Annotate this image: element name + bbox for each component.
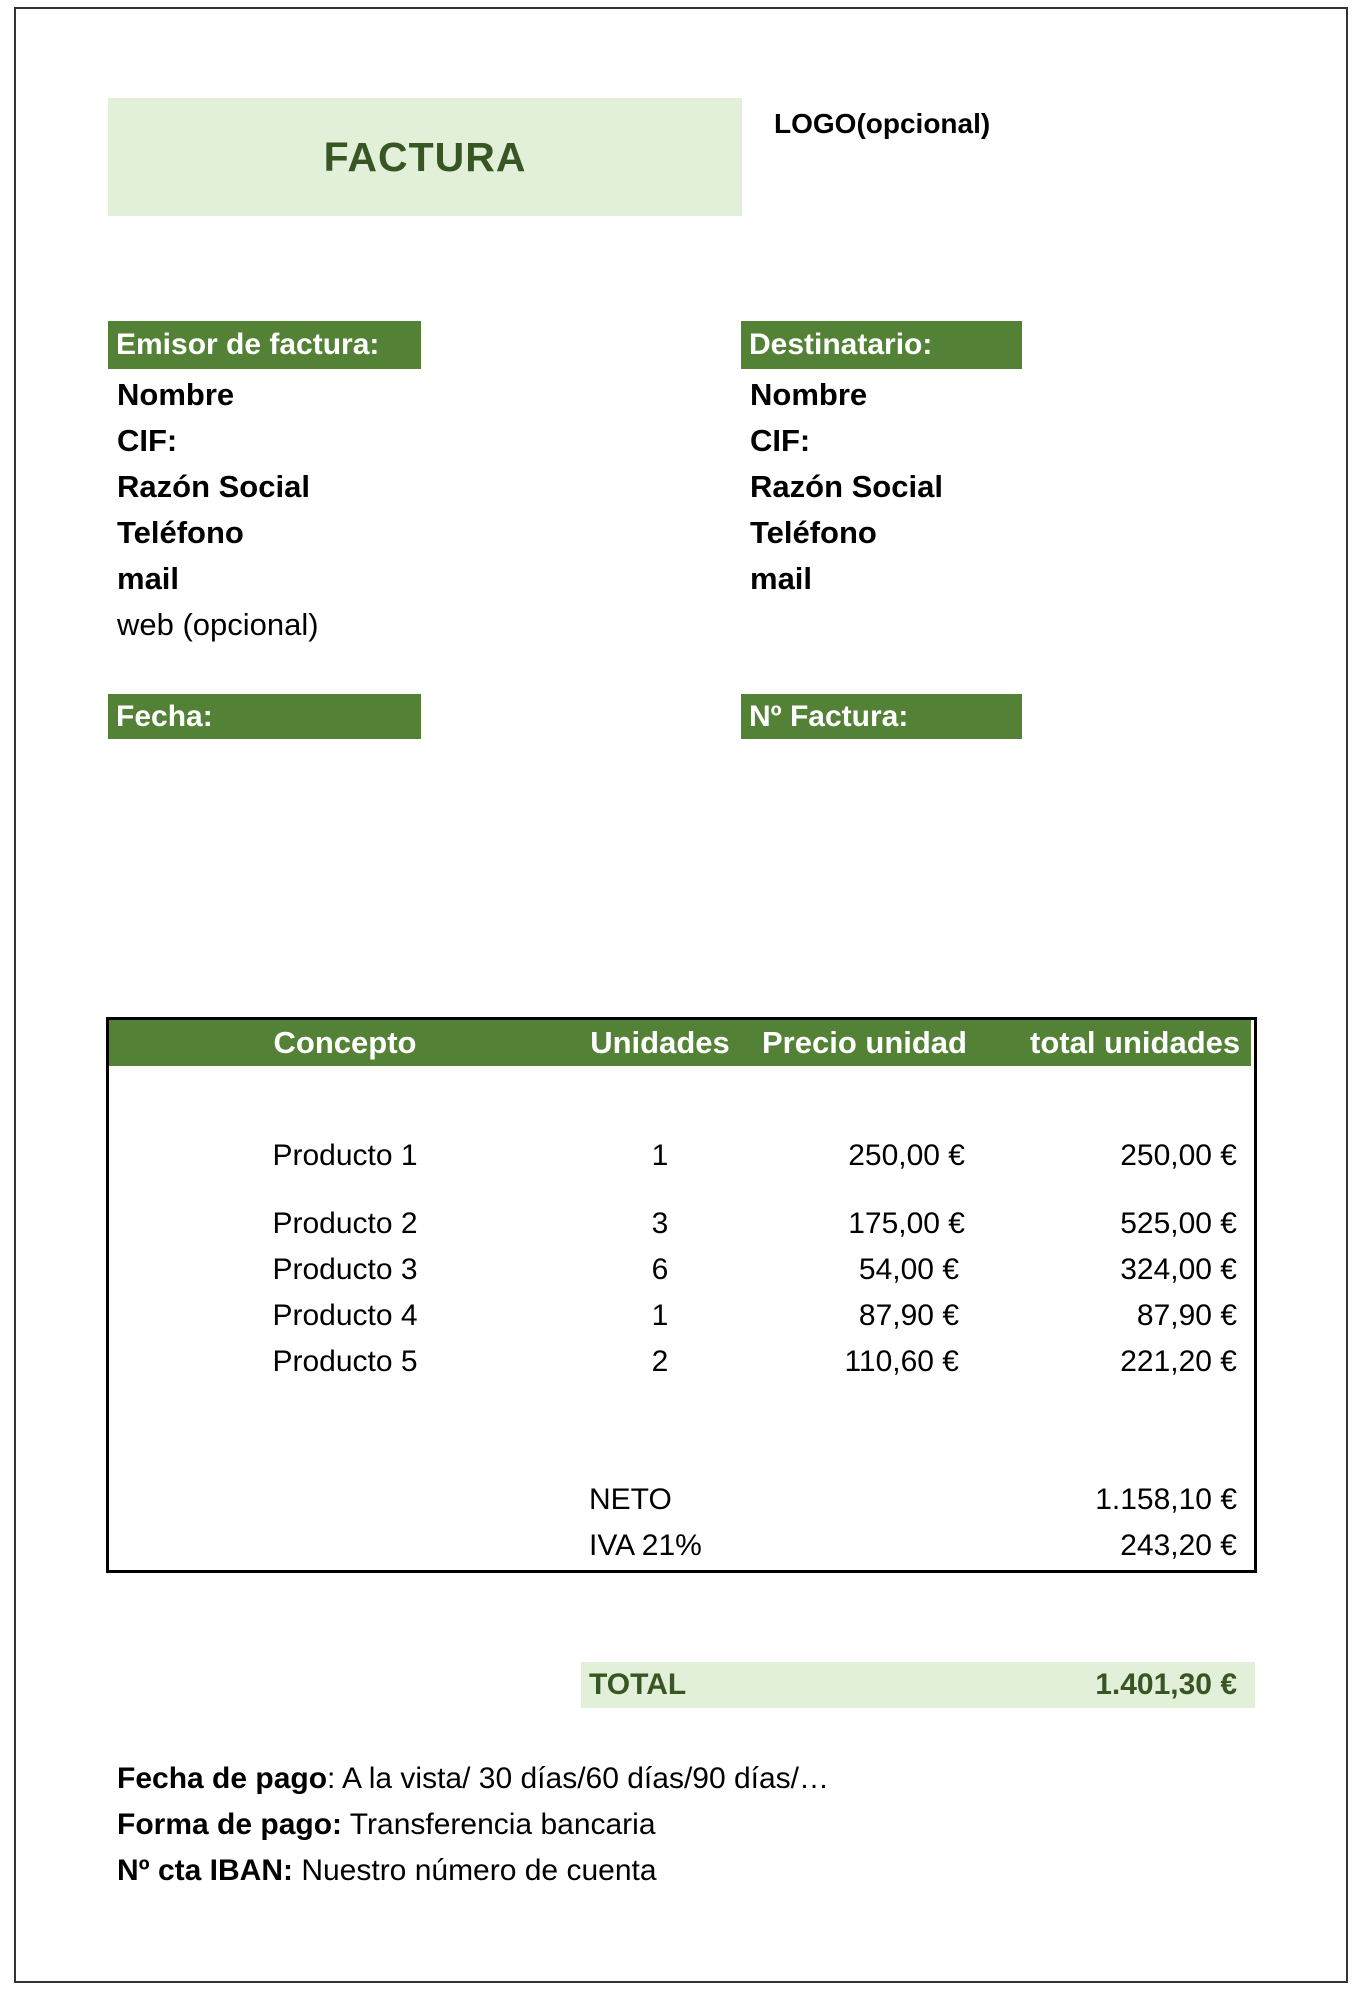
- logo-placeholder: LOGO(opcional): [774, 108, 991, 139]
- destinatario-mail: mail: [750, 561, 813, 596]
- neto-label: NETO: [589, 1483, 672, 1516]
- iban: [117, 1848, 657, 1894]
- fecha-pago: [117, 1756, 829, 1802]
- invoice-title: FACTURA: [323, 133, 527, 180]
- destinatario-telefono: Teléfono: [750, 515, 877, 550]
- row1-unidades: 1: [651, 1139, 669, 1172]
- emisor-nombre: Nombre: [117, 377, 235, 412]
- destinatario-razon-social: Razón Social: [750, 469, 943, 504]
- col-header-total: total unidades: [1030, 1025, 1241, 1060]
- row4-precio: 87,90 €: [858, 1299, 959, 1332]
- iva-value: 243,20 €: [1120, 1529, 1237, 1562]
- col-header-concepto: Concepto: [273, 1025, 417, 1060]
- forma-pago-label: Forma de pago:: [117, 1808, 343, 1841]
- total-label: TOTAL: [589, 1668, 687, 1701]
- row1-concepto: Producto 1: [272, 1139, 418, 1172]
- fecha-pago-value: : A la vista/ 30 días/60 días/90 días/…: [327, 1762, 830, 1795]
- destinatario-nombre: Nombre: [750, 377, 868, 412]
- row3-unidades: 6: [651, 1253, 669, 1286]
- emisor-details: [117, 372, 319, 648]
- destinatario-cif: CIF:: [750, 423, 811, 458]
- row5-precio: 110,60 €: [844, 1345, 959, 1378]
- col-header-precio: Precio unidad: [762, 1025, 967, 1060]
- numero-factura-header: Nº Factura:: [741, 694, 1022, 739]
- iva-label: IVA 21%: [589, 1529, 702, 1562]
- row4-concepto: Producto 4: [272, 1299, 418, 1332]
- row5-unidades: 2: [651, 1345, 669, 1378]
- neto-value: 1.158,10 €: [1095, 1483, 1237, 1516]
- emisor-razon-social: Razón Social: [117, 469, 310, 504]
- row2-total: 525,00 €: [1120, 1207, 1237, 1240]
- emisor-cif: CIF:: [117, 423, 178, 458]
- destinatario-header: Destinatario:: [741, 321, 1022, 369]
- row2-precio: 175,00 €: [848, 1207, 965, 1240]
- row1-total: 250,00 €: [1120, 1139, 1237, 1172]
- total-value: 1.401,30 €: [1095, 1668, 1237, 1701]
- invoice-title-box: [108, 98, 742, 216]
- destinatario-details: [750, 372, 943, 602]
- emisor-telefono: Teléfono: [117, 515, 244, 550]
- forma-pago: [117, 1802, 656, 1848]
- forma-pago-value: Transferencia bancaria: [342, 1808, 656, 1841]
- iban-value: Nuestro número de cuenta: [292, 1854, 657, 1887]
- fecha-header: Fecha:: [108, 694, 421, 739]
- col-header-unidades: Unidades: [590, 1025, 730, 1060]
- iban-label: Nº cta IBAN:: [117, 1854, 293, 1887]
- emisor-header: Emisor de factura:: [108, 321, 421, 369]
- emisor-web: web (opcional): [117, 607, 319, 642]
- row4-total: 87,90 €: [1136, 1299, 1237, 1332]
- row1-precio: 250,00 €: [848, 1139, 965, 1172]
- row2-unidades: 3: [651, 1207, 669, 1240]
- row4-unidades: 1: [651, 1299, 669, 1332]
- row5-concepto: Producto 5: [272, 1345, 418, 1378]
- emisor-mail: mail: [117, 561, 180, 596]
- row2-concepto: Producto 2: [272, 1207, 418, 1240]
- row3-concepto: Producto 3: [272, 1253, 418, 1286]
- row3-total: 324,00 €: [1120, 1253, 1237, 1286]
- fecha-pago-label: Fecha de pago: [117, 1762, 328, 1795]
- row3-precio: 54,00 €: [858, 1253, 959, 1286]
- row5-total: 221,20 €: [1120, 1345, 1237, 1378]
